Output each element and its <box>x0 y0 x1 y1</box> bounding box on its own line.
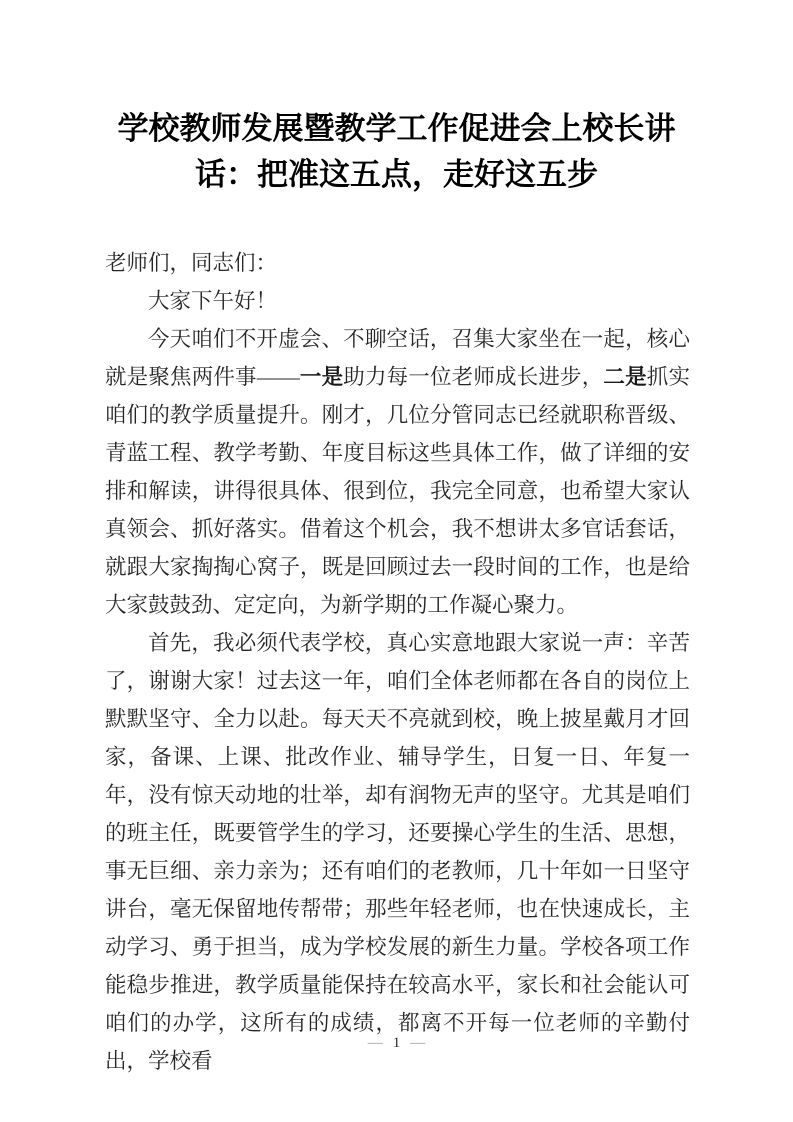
bold-run-point2: 二是 <box>603 365 647 389</box>
salutation-line: 老师们，同志们： <box>105 251 278 275</box>
footer-dash-left: — <box>367 1035 383 1051</box>
document-body <box>105 244 690 1080</box>
document-title: 学校教师发展暨教学工作促进会上校长讲话：把准这五点，走好这五步 <box>117 111 676 192</box>
paragraph-appreciation: 首先，我必须代表学校，真心实意地跟大家说一声：辛苦了，谢谢大家！过去这一年，咱们全体老师都在各自的岗位上默默坚守、全力以赴。每天天不亮就到校，晚上披星戴月才回家，备课、上课、批改作业、辅导学生，日复一日、年复一年，没有惊天动地的壮举，却有润物无声的坚守。尤其是咱们的班主任，既要管学生的学习，还要操心学生的生活、思想，事无巨细、亲力亲为；还有咱们的老教师，几十年如一日坚守讲台，毫无保留地传帮带；那些年轻老师，也在快速成长，主动学习、勇于担当，成为学校发展的新生力量。学校各项工作能稳步推进，教学质量能保持在较高水平，家长和社会能认可咱们的办学，这所有的成绩，都离不开每一位老师的辛勤付出，学校看 <box>105 631 690 1073</box>
greeting-line: 大家下午好！ <box>148 289 278 313</box>
text-run-point2: 抓实咱们的教学质量提升。刚才，几位分管同志已经就职称晋级、青蓝工程、教学考勤、年度目标这些具体工作，做了详细的安排和解读，讲得很具体、很到位，我完全同意，也希望大家认真领会、抓好落实。借着这个机会，我不想讲太多官话套话，就跟大家掏掏心窝子，既是回顾过去一段时间的工作，也是给大家鼓鼓劲、定定向，为新学期的工作凝心聚力。 <box>105 365 690 617</box>
text-run-point1: 助力每一位老师成长进步， <box>343 365 604 389</box>
text-run-intro: 今天咱们不开虚会、不聊空话，召集大家坐在一起，核心就是聚焦两件事—— <box>105 327 690 389</box>
page-number: 1 <box>392 1035 401 1051</box>
paragraph-meeting-purpose <box>105 320 690 624</box>
footer-dash-right: — <box>410 1035 426 1051</box>
bold-run-point1: 一是 <box>299 365 344 389</box>
page-footer <box>0 1032 793 1054</box>
